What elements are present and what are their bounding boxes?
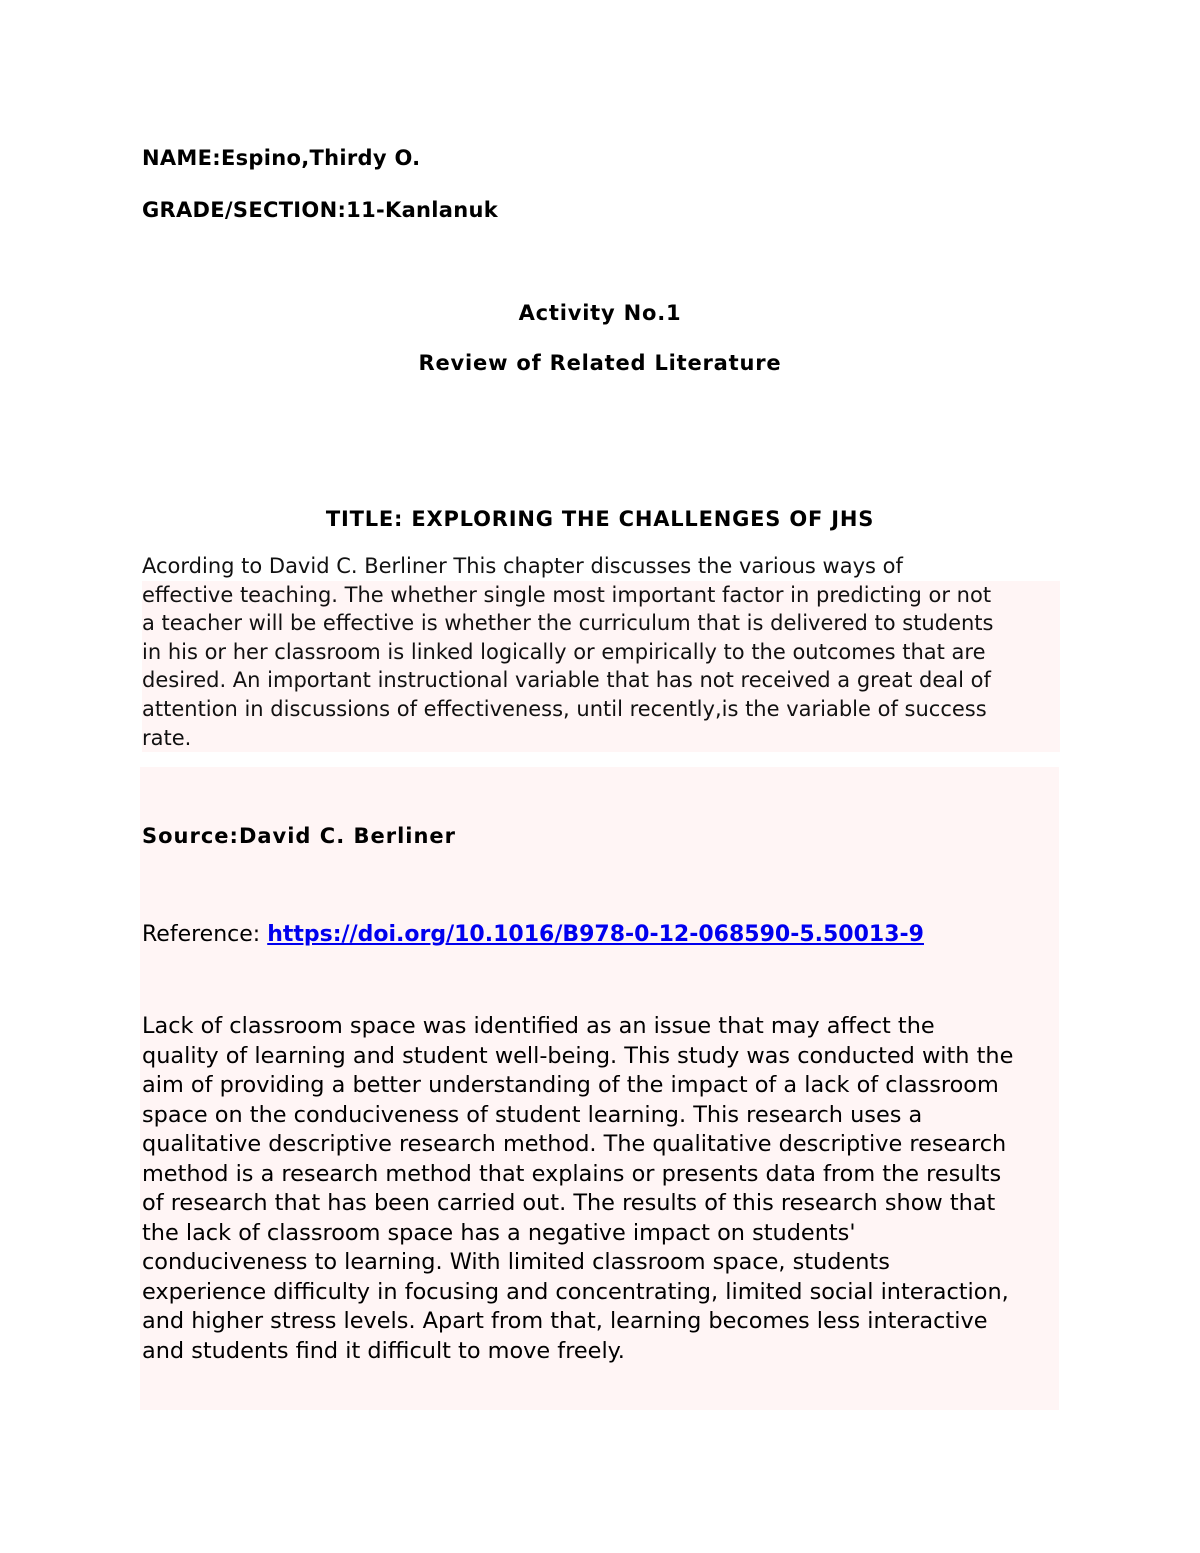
reference-label: Reference: (142, 922, 268, 947)
activity-number: Activity No.1 (518, 301, 682, 325)
paragraph-line: Lack of classroom space was identified as an issue that may affect the (142, 1013, 935, 1039)
paragraph-line: in his or her classroom is linked logically or empirically to the outcomes that are (142, 638, 1060, 667)
paragraph-line: qualitative descriptive research method. The qualitative descriptive research (142, 1131, 1007, 1157)
paragraph-line: and higher stress levels. Apart from that, learning becomes less interactive (142, 1308, 988, 1334)
reference-link[interactable]: https://doi.org/10.1016/B978-0-12-068590-5.50013-9 (267, 922, 924, 947)
grade-section: GRADE/SECTION:11-Kanlanuk (142, 198, 499, 222)
paragraph-line: the lack of classroom space has a negative impact on students' (142, 1219, 856, 1246)
paragraph-line: desired. An important instructional variable that has not received a great deal of (142, 666, 1060, 695)
paragraph-line: and students find it difficult to move freely. (142, 1337, 625, 1364)
paragraph-line: Acording to David C. Berliner This chapter discusses the various ways of (142, 554, 903, 578)
paragraph-line: conduciveness to learning. With limited classroom space, students (142, 1249, 890, 1275)
paragraph-line: effective teaching. The whether single most important factor in predicting or not (142, 581, 1060, 610)
paragraph-line: space on the conduciveness of student learning. This research uses a (142, 1101, 923, 1128)
source-line: Source:David C. Berliner (142, 824, 457, 848)
paragraph-line: a teacher will be effective is whether the curriculum that is delivered to students (142, 609, 1060, 638)
student-name: NAME:Espino,Thirdy O. (142, 146, 421, 170)
document-title: TITLE: EXPLORING THE CHALLENGES OF JHS (325, 507, 875, 531)
paragraph-berliner (142, 552, 1060, 752)
paragraph-line: of research that has been carried out. The results of this research show that (142, 1190, 996, 1216)
activity-subtitle: Review of Related Literature (418, 351, 782, 375)
paragraph-line: method is a research method that explains or presents data from the results (142, 1160, 1002, 1187)
paragraph-line: rate. (142, 724, 1060, 753)
paragraph-line: experience difficulty in focusing and concentrating, limited social interaction, (142, 1278, 1009, 1305)
paragraph-classroom-space (142, 1012, 1062, 1366)
paragraph-line: aim of providing a better understanding of the impact of a lack of classroom (142, 1072, 999, 1098)
paragraph-line: attention in discussions of effectiveness, until recently,is the variable of success (142, 695, 1060, 724)
paragraph-line: quality of learning and student well-being. This study was conducted with the (142, 1042, 1014, 1069)
reference-line (142, 922, 924, 947)
